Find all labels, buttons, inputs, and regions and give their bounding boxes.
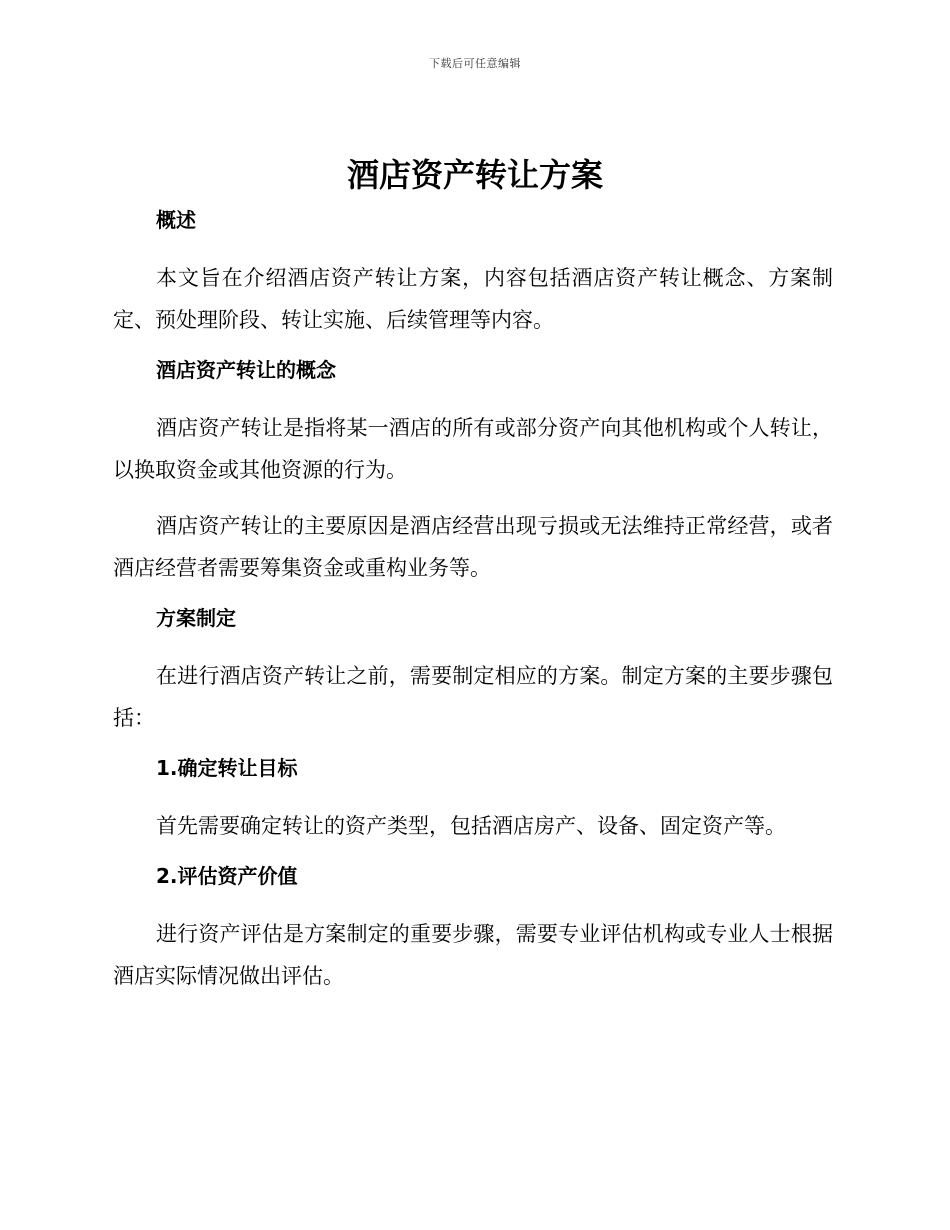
concept-paragraph-2: 酒店资产转让的主要原因是酒店经营出现亏损或无法维持正常经营，或者酒店经营者需要筹集资金或重构业务等。 [113,514,833,580]
step-heading-1: 1.确定转让目标 [156,756,298,780]
step1-paragraph: 首先需要确定转让的资产类型，包括酒店房产、设备、固定资产等。 [156,814,786,838]
section-heading-plan: 方案制定 [156,606,236,630]
plan-paragraph: 在进行酒店资产转让之前，需要制定相应的方案。制定方案的主要步骤包括： [113,664,833,730]
section-heading-concept: 酒店资产转让的概念 [156,358,336,382]
document-title: 酒店资产转让方案 [346,156,603,194]
step2-paragraph: 进行资产评估是方案制定的重要步骤，需要专业评估机构或专业人士根据酒店实际情况做出评估。 [113,922,833,988]
document-body [113,205,833,997]
overview-paragraph: 本文旨在介绍酒店资产转让方案，内容包括酒店资产转让概念、方案制定、预处理阶段、转让实施、后续管理等内容。 [113,266,833,332]
concept-paragraph-1: 酒店资产转让是指将某一酒店的所有或部分资产向其他机构或个人转让，以换取资金或其他资源的行为。 [113,416,833,482]
step-heading-2: 2.评估资产价值 [156,864,298,888]
header-note: 下载后可任意编辑 [429,57,521,70]
section-heading-overview: 概述 [156,208,196,232]
